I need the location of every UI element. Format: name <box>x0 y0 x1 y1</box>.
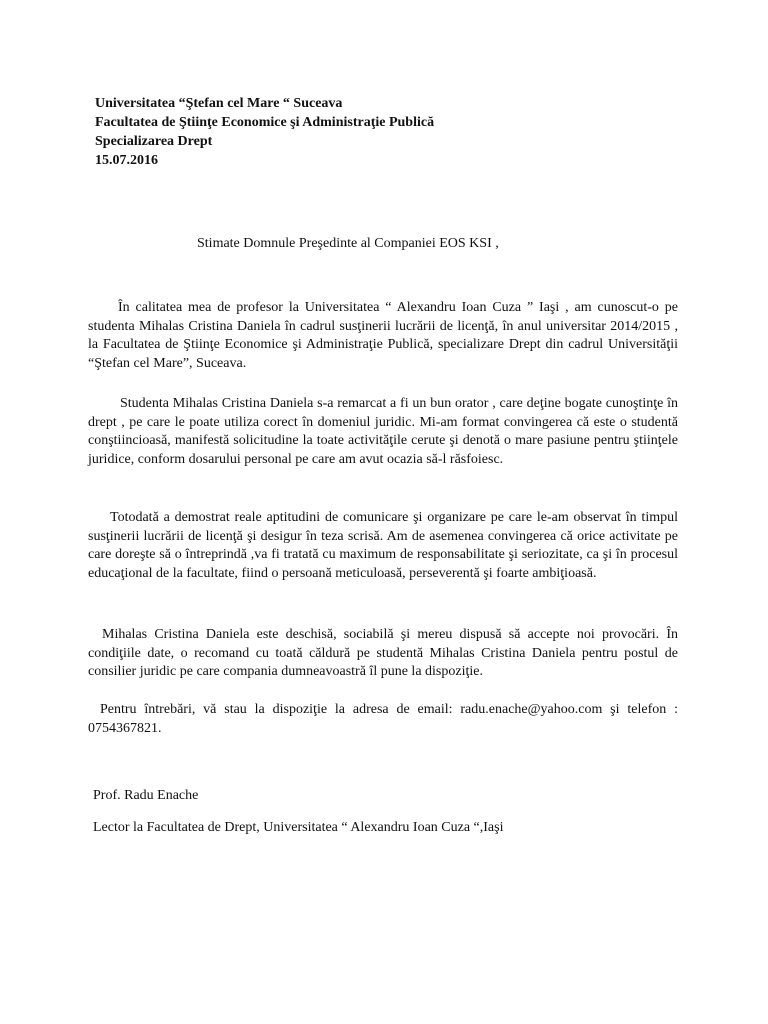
university-name: Universitatea “Ştefan cel Mare “ Suceava <box>95 96 343 111</box>
signer-role: Lector la Facultatea de Drept, Universitatea “ Alexandru Ioan Cuza “,Iaşi <box>93 820 504 835</box>
letter-date: 15.07.2016 <box>95 153 158 168</box>
paragraph-5: Pentru întrebări, vă stau la dispoziţie la adresa de email: radu.enache@yahoo.com şi telefon : 0754367821. <box>88 702 678 736</box>
paragraph-3: Totodată a demostrat reale aptitudini de comunicare şi organizare pe care le-am observat în timpul susţinerii lucrării de licenţă şi desigur în teza scrisă. Am de asemenea convingerea că orice activitate pe care doreşte să o întreprindă ,va fi tratată cu maximum de responsabilitate şi seriozitate, ca şi în procesul educaţional de la facultate, fiind o persoană meticuloasă, perseverentă şi foarte ambiţioasă. <box>88 510 678 581</box>
signer-name: Prof. Radu Enache <box>93 788 199 803</box>
specialization: Specializarea Drept <box>95 134 213 149</box>
salutation: Stimate Domnule Preşedinte al Companiei EOS KSI , <box>197 236 499 251</box>
paragraph-1: În calitatea mea de profesor la Universitatea “ Alexandru Ioan Cuza ” Iaşi , am cunoscut-o pe studenta Mihalas Cristina Daniela în cadrul susţinerii lucrării de licenţă, în anul universitar 2014/2015 , la Facultatea de Ştiinţe Economice şi Administraţie Publică, specializare Drept din cadrul Universităţii “Ştefan cel Mare”, Suceava. <box>88 300 678 371</box>
paragraph-2: Studenta Mihalas Cristina Daniela s-a remarcat a fi un bun orator , care deţine bogate cunoştinţe în drept , pe care le poate utiliza corect în domeniul juridic. Mi-am format convingerea că este o studentă conştiincioasă, manifestă solicitudine la toate activităţile cerute şi denotă o mare pasiune pentru ştiinţele juridice, conform dosarului personal pe care am avut ocazia să-l răsfoiesc. <box>88 396 678 467</box>
letter-header <box>95 94 434 170</box>
faculty-name: Facultatea de Ştiinţe Economice şi Administraţie Publică <box>95 115 435 130</box>
paragraph-4: Mihalas Cristina Daniela este deschisă, sociabilă şi mereu dispusă să accepte noi provocări. În condiţiile date, o recomand cu toată căldură pe studentă Mihalas Cristina Daniela pentru postul de consilier juridic pe care compania dumneavoastră îl pune la dispoziţie. <box>88 627 678 679</box>
